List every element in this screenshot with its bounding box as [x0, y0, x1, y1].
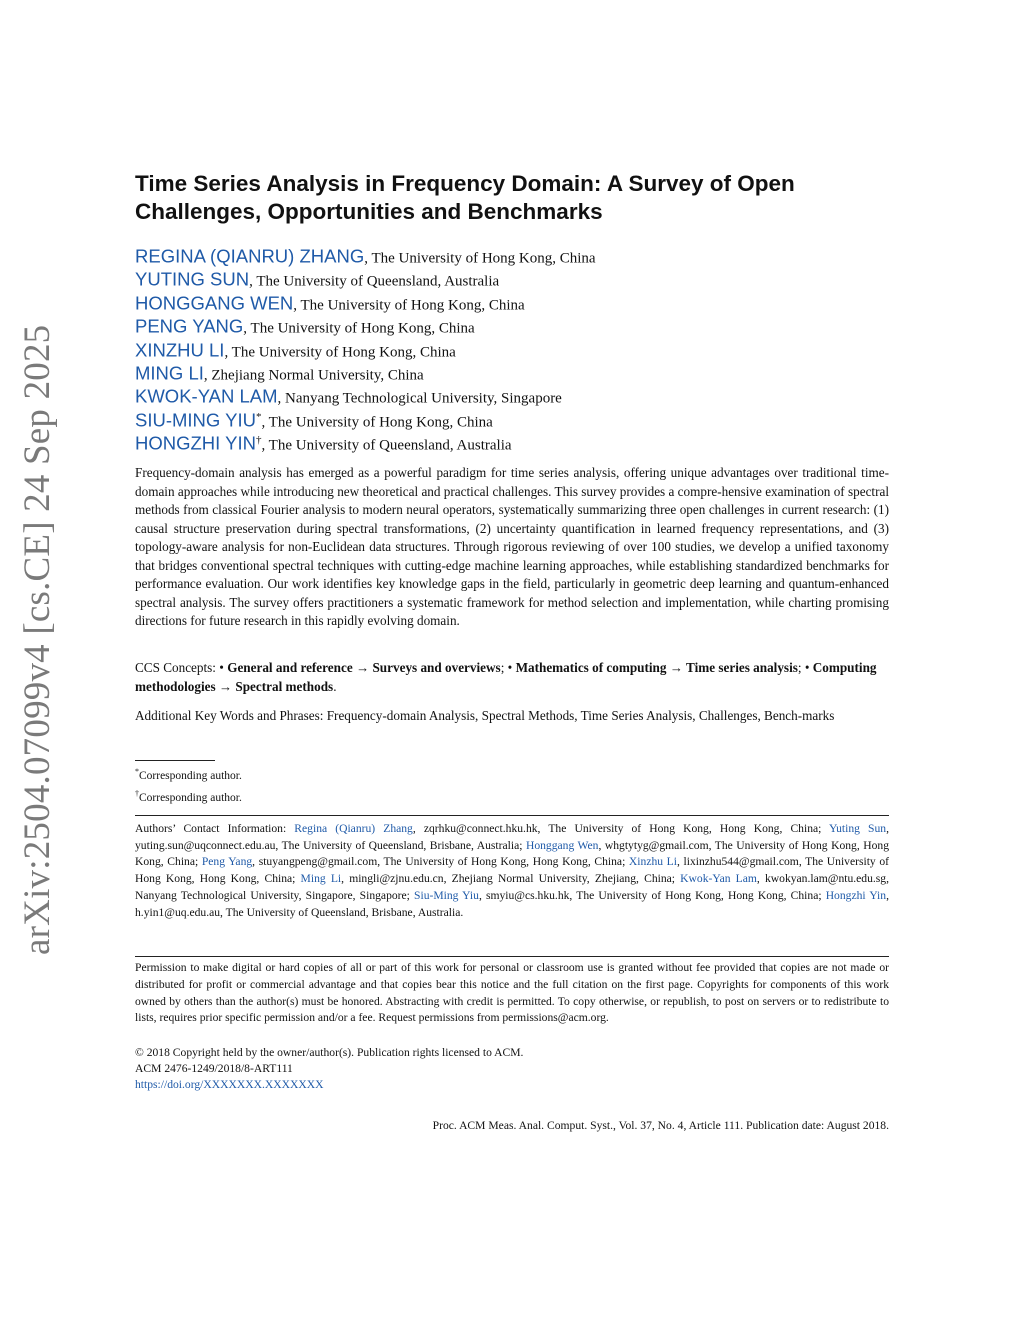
ccs-concept: Spectral methods — [235, 678, 334, 694]
author-entry — [135, 382, 895, 405]
ccs-label: CCS Concepts: • — [135, 660, 228, 675]
keywords: Additional Key Words and Phrases: Frequency-domain Analysis, Spectral Methods, Time Series Analysis, Challenges, Bench-marks — [135, 708, 835, 723]
ccs-concept: Mathematics of computing — [515, 660, 667, 675]
title-line: Challenges, Opportunities and Benchmarks — [135, 199, 603, 224]
contact-author-link[interactable]: Kwok-Yan Lam — [680, 872, 757, 886]
author-name[interactable]: REGINA (QIANRU) ZHANG — [135, 245, 365, 267]
paper-title — [135, 170, 895, 226]
author-name[interactable]: HONGGANG WEN — [135, 292, 294, 314]
footnote — [135, 785, 635, 807]
contact-author-link[interactable]: Honggang Wen — [525, 838, 599, 852]
author-name[interactable]: KWOK-YAN LAM — [135, 385, 278, 407]
contact-author-link[interactable]: Peng Yang — [201, 855, 253, 869]
footnote-mark: † — [135, 788, 139, 798]
ccs-separator: ; • — [797, 660, 813, 675]
contact-details: , h.yin1@uq.edu.au, The University of Queensland, Brisbane, Australia. — [135, 888, 889, 919]
permission-divider — [135, 956, 889, 957]
author-affiliation: , The University of Hong Kong, China — [364, 250, 596, 267]
ccs-concept: Computing methodologies — [135, 660, 877, 694]
author-entry — [135, 265, 895, 288]
author-affiliation: , The University of Queensland, Australia — [261, 437, 512, 454]
author-affiliation: , The University of Hong Kong, China — [293, 297, 525, 314]
author-contact-info — [135, 821, 889, 921]
doi-link[interactable]: https://doi.org/XXXXXXX.XXXXXXX — [135, 1078, 324, 1091]
footnote-text: Corresponding author. — [139, 791, 242, 804]
author-name[interactable]: SIU-MING YIU — [135, 409, 256, 431]
copyright-block — [135, 1045, 889, 1093]
author-entry — [135, 312, 895, 335]
author-affiliation: , The University of Hong Kong, China — [243, 320, 475, 337]
ccs-concept: Time series analysis — [686, 660, 798, 675]
contact-author-link[interactable]: Regina (Qianru) Zhang — [294, 822, 413, 835]
footnote-divider — [135, 760, 215, 761]
ccs-arrow: → — [352, 660, 373, 675]
footnote-mark: * — [135, 767, 139, 776]
contact-details: , lixinzhu544@gmail.com, The University of Hong Kong, Hong Kong, China; — [135, 855, 890, 886]
ccs-concepts — [135, 659, 889, 696]
author-name[interactable]: MING LI — [135, 362, 204, 384]
author-name[interactable]: YUTING SUN — [135, 268, 250, 290]
author-entry — [135, 336, 895, 359]
title-line: Time Series Analysis in Frequency Domain: A Survey of Open — [135, 171, 795, 196]
author-name[interactable]: PENG YANG — [135, 315, 244, 337]
author-affiliation: , Nanyang Technological University, Singapore — [277, 390, 562, 407]
abstract: Frequency-domain analysis has emerged as a powerful paradigm for time series analysis, offering unique advantages over traditional time-domain approaches while introducing new theoretical and practical challenges. This survey provides a compre-hensive examination of spectral methods from classical Fourier analysis to modern neural operators, systematically summarizing three open challenges in current research: (1) causal structure preservation during spectral transformations, (2) uncertainty quantification in learned frequency representations, and (3) topology-aware analysis for non-Euclidean data structures. Through rigorous reviewing of over 100 studies, we develop a unified taxonomy that bridges conventional spectral techniques with cutting-edge machine learning approaches, while establishing standardized benchmarks for performance evaluation. Our work identifies key knowledge gaps in the field, particularly in geometric deep learning and quantum-enhanced spectral analysis. The survey offers practitioners a systematic framework for method selection and implementation, while charting promising directions for future research in this rapidly evolving domain. — [135, 465, 889, 628]
author-affiliation: , The University of Hong Kong, China — [261, 414, 493, 431]
contact-author-link[interactable]: Hongzhi Yin — [825, 888, 887, 902]
arxiv-stamp: arXiv:2504.07099v4 [cs.CE] 24 Sep 2025 — [17, 324, 58, 955]
footnote-text: Corresponding author. — [139, 769, 242, 782]
contact-author-link[interactable]: Siu-Ming Yiu — [414, 888, 479, 902]
contact-author-link[interactable]: Yuting Sun — [829, 822, 887, 835]
author-name[interactable]: XINZHU LI — [135, 338, 225, 360]
contact-author-link[interactable]: Xinzhu Li — [628, 855, 677, 869]
page-footer: Proc. ACM Meas. Anal. Comput. Syst., Vol. 37, No. 4, Article 111. Publication date: August 2018. — [432, 1119, 889, 1132]
author-affiliation: , Zhejiang Normal University, China — [203, 367, 424, 384]
author-mark: * — [255, 410, 262, 423]
contact-label: Authors’ Contact Information: — [135, 822, 295, 835]
author-entry — [135, 359, 895, 382]
author-entry — [135, 429, 895, 452]
permission-notice: Permission to make digital or hard copies of all or part of this work for personal or classroom use is granted without fee provided that copies are not made or distributed for profit or commercial advantage and that copies bear this notice and the full citation on the first page. Copyrights for components of this work owned by others than the author(s) must be honored. Abstracting with credit is permitted. To copy otherwise, or republish, to post on servers or to redistribute to lists, requires prior specific permission and/or a fee. Request permissions from permissions@acm.org. — [135, 961, 889, 1025]
ccs-concept: General and reference — [227, 660, 353, 675]
ccs-end: . — [333, 678, 337, 694]
author-affiliation: , The University of Hong Kong, China — [224, 343, 456, 360]
author-affiliation: , The University of Queensland, Australia — [249, 273, 500, 290]
author-entry — [135, 406, 895, 429]
contact-details: , smyiu@cs.hku.hk, The University of Hong Kong, Hong Kong, China; — [478, 888, 826, 902]
ccs-separator: ; • — [500, 660, 516, 675]
ccs-arrow: → — [215, 678, 236, 694]
contact-details: , zqrhku@connect.hku.hk, The University of Hong Kong, Hong Kong, China; — [412, 822, 830, 835]
contact-author-link[interactable]: Ming Li — [300, 872, 342, 886]
author-list — [135, 242, 895, 453]
author-entry — [135, 289, 895, 312]
author-mark: † — [255, 434, 262, 447]
footnotes — [135, 763, 635, 807]
ccs-concept: Surveys and overviews — [372, 660, 501, 675]
contact-details: , yuting.sun@uqconnect.edu.au, The University of Queensland, Brisbane, Australia; — [135, 822, 889, 852]
contact-details: , whgtytyg@gmail.com, The University of Hong Kong, Hong Kong, China; — [135, 838, 889, 869]
ccs-arrow: → — [666, 660, 687, 675]
issn-line: ACM 2476-1249/2018/8-ART111 — [135, 1062, 293, 1075]
contact-details: , kwokyan.lam@ntu.edu.sg, Nanyang Technological University, Singapore, Singapore; — [135, 872, 889, 902]
contact-details: , stuyangpeng@gmail.com, The University of Hong Kong, Hong Kong, China; — [252, 855, 629, 869]
footnote — [135, 763, 635, 785]
author-name[interactable]: HONGZHI YIN — [135, 432, 256, 454]
author-entry — [135, 242, 895, 265]
copyright-line: © 2018 Copyright held by the owner/author(s). Publication rights licensed to ACM. — [135, 1046, 524, 1059]
contact-divider — [135, 815, 889, 816]
contact-details: , mingli@zjnu.edu.cn, Zhejiang Normal University, Zhejiang, China; — [341, 872, 681, 886]
